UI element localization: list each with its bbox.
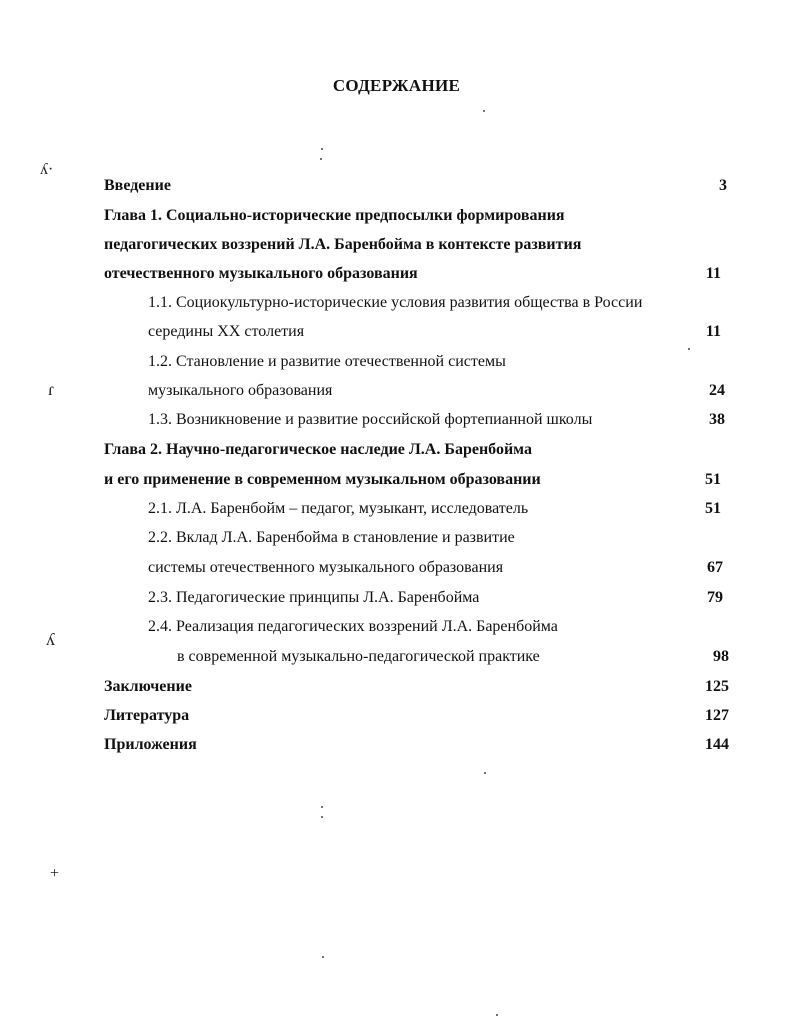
toc-entry-chapter-1: Глава 1. Социально-исторические предпосылки формирования (104, 207, 565, 224)
scan-speck (484, 772, 486, 774)
toc-entry-chapter-2: Глава 2. Научно-педагогическое наследие Л.А. Баренбойма (104, 441, 532, 458)
scan-speck (321, 806, 323, 808)
toc-entry-chapter-2-end: и его применение в современном музыкальном образовании 51 (104, 471, 721, 488)
page-title: СОДЕРЖАНИЕ (332, 76, 461, 95)
toc-entry-section-2-4: 2.4. Реализация педагогических воззрений Л.А. Баренбойма (148, 618, 558, 635)
scan-speck (483, 110, 485, 112)
toc-entry-section-2-2: 2.2. Вклад Л.А. Баренбойма в становление и развитие (148, 529, 515, 546)
scan-speck (496, 1014, 498, 1016)
toc-entry-chapter-1-cont: педагогических воззрений Л.А. Баренбойма в контексте развития (104, 236, 582, 253)
scan-speck (321, 816, 323, 818)
toc-entry-section-2-1: 2.1. Л.А. Баренбойм – педагог, музыкант, исследователь 51 (148, 500, 721, 517)
scan-speck (322, 956, 324, 958)
toc-entry-section-1-2: 1.2. Становление и развитие отечественной системы (148, 353, 506, 370)
toc-entry-section-2-4-end: в современной музыкально-педагогической практике 98 (177, 648, 729, 665)
margin-mark-4: + (50, 865, 60, 882)
toc-entry-introduction: Введение 3 (104, 177, 727, 194)
margin-mark-3: ʎ (46, 629, 55, 649)
toc-entry-section-2-2-end: системы отечественного музыкального образования 67 (148, 559, 723, 576)
toc-entry-bibliography: Литература 127 (104, 707, 729, 724)
toc-entry-section-1-1-end: середины XX столетия 11 (148, 323, 721, 340)
toc-entry-chapter-1-end: отечественного музыкального образования 11 (104, 265, 721, 282)
margin-mark-2: ɾ (48, 379, 54, 399)
toc-entry-section-2-3: 2.3. Педагогические принципы Л.А. Баренбойма 79 (148, 589, 723, 606)
toc-entry-section-1-2-end: музыкального образования 24 (148, 382, 725, 399)
toc-entry-section-1-3: 1.3. Возникновение и развитие российской фортепианной школы 38 (148, 411, 725, 428)
toc-entry-section-1-1: 1.1. Социокультурно-исторические условия развития общества в России (148, 294, 643, 311)
toc-entry-conclusion: Заключение 125 (104, 678, 729, 695)
scan-speck (320, 158, 322, 160)
toc-entry-appendices: Приложения 144 (104, 736, 729, 753)
margin-mark-1: ʎ· (40, 161, 54, 178)
scan-speck (321, 148, 323, 150)
